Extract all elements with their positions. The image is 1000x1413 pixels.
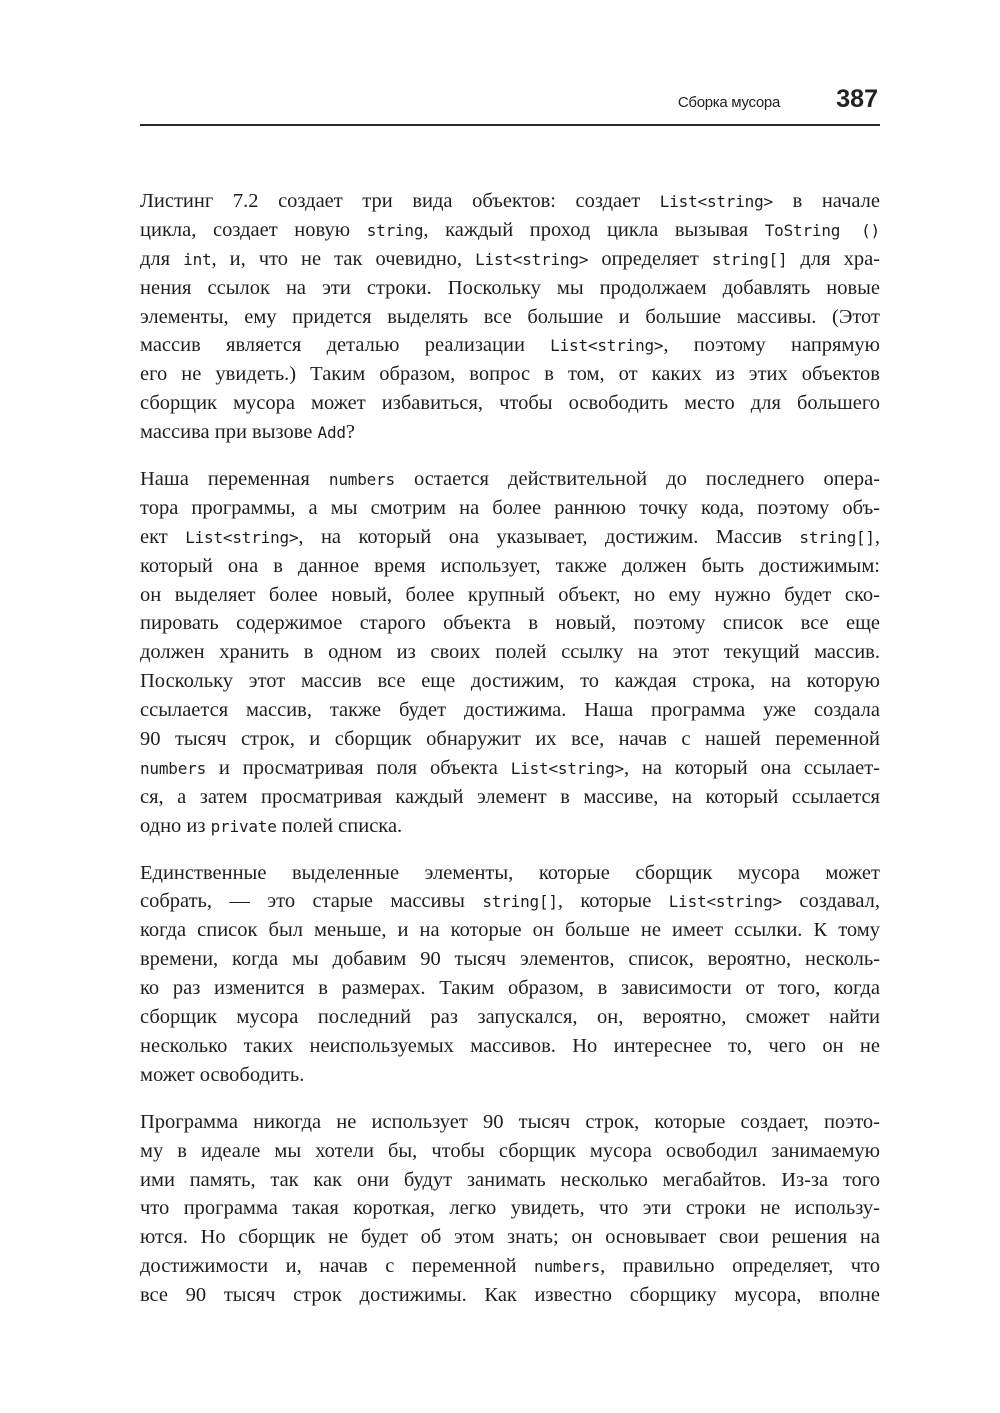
body-text	[140, 187, 880, 1328]
text-line	[140, 859, 880, 888]
paragraph	[140, 859, 880, 1090]
text-run: ими память, так как они будут занимать несколько мегабайтов. Из-за того	[140, 1168, 880, 1191]
text-run: собрать, — это старые массивы	[140, 890, 483, 913]
paragraph	[140, 1108, 880, 1310]
text-line	[140, 1003, 880, 1032]
text-line	[140, 1061, 880, 1090]
running-title: Сборка мусора	[677, 94, 780, 111]
inline-code: string	[366, 220, 424, 240]
inline-code: numbers	[534, 1257, 601, 1277]
text-line	[140, 945, 880, 974]
text-run: ект	[140, 525, 186, 548]
text-line	[140, 552, 880, 581]
text-line	[140, 187, 880, 216]
text-run: он выделяет более новый, более крупный объект, но ему нужно будет ско-	[140, 583, 880, 606]
text-line	[140, 609, 880, 638]
text-line	[140, 216, 880, 245]
text-line	[140, 465, 880, 494]
text-run: нения ссылок на эти строки. Поскольку мы продолжаем добавлять новые	[140, 276, 880, 299]
text-run: Листинг 7.2 создает три вида объектов: создает	[140, 190, 660, 212]
text-line	[140, 1137, 880, 1166]
text-run: Поскольку этот массив все еще достижим, то каждая строка, на которую	[140, 670, 880, 693]
text-run: который она в данное время использует, также должен быть достижимым:	[140, 554, 880, 577]
text-run: , правильно определяет, что	[600, 1255, 880, 1278]
text-line	[140, 1108, 880, 1137]
page-number: 387	[836, 85, 878, 113]
text-run: его не увидеть.) Таким образом, вопрос в том, от каких из этих объектов	[140, 363, 880, 386]
text-run: должен хранить в одном из своих полей ссылку на этот текущий массив.	[140, 641, 880, 664]
text-run: ссылается массив, также будет достижима. Наша программа уже создала	[140, 699, 880, 722]
text-run: , и, что не так очевидно,	[211, 247, 476, 270]
inline-code: ToString ()	[764, 220, 880, 240]
text-line	[140, 418, 880, 447]
text-run: ся, а затем просматривая каждый элемент в массиве, на который ссылается	[140, 785, 880, 808]
text-run: ,	[874, 525, 880, 548]
text-run: сборщик мусора может избавиться, чтобы освободить место для большего	[140, 392, 880, 415]
inline-code: Add	[317, 423, 346, 443]
text-run: , поэтому напрямую	[663, 334, 881, 357]
text-run: , которые	[557, 890, 669, 913]
text-line	[140, 331, 880, 360]
text-run: определяет	[588, 247, 712, 270]
text-run: времени, когда мы добавим 90 тысяч элементов, список, вероятно, несколь-	[140, 948, 880, 971]
inline-code: List<string>	[659, 192, 773, 211]
text-run: для хра-	[787, 247, 880, 270]
text-run: ются. Но сборщик не будет об этом знать; он основывает свои решения на	[140, 1226, 880, 1249]
text-line	[140, 494, 880, 523]
text-line	[140, 581, 880, 610]
text-run: что программа такая короткая, легко увидеть, что эти строки не использу-	[140, 1197, 880, 1220]
text-line	[140, 696, 880, 725]
text-run: пировать содержимое старого объекта в новый, поэтому список все еще	[140, 612, 880, 635]
inline-code: List<string>	[550, 336, 664, 356]
inline-code: List<string>	[668, 892, 782, 912]
inline-code: string[]	[482, 892, 558, 912]
text-run: для	[140, 247, 184, 270]
text-run: элементы, ему придется выделять все большие и большие массивы. (Этот	[140, 305, 880, 328]
text-line	[140, 274, 880, 303]
text-run: сборщик мусора последний раз запускался, он, вероятно, сможет найти	[140, 1006, 880, 1029]
text-line	[140, 1223, 880, 1252]
text-run: несколько таких неиспользуемых массивов. Но интереснее то, чего он не	[140, 1034, 880, 1057]
text-run: может освободить.	[140, 1063, 305, 1086]
text-run: , на который она указывает, достижим. Массив	[298, 525, 800, 548]
text-line	[140, 1281, 880, 1310]
text-run: му в идеале мы хотели бы, чтобы сборщик мусора освободил занимаемую	[140, 1139, 880, 1162]
inline-code: string[]	[711, 249, 788, 269]
text-line	[140, 667, 880, 696]
inline-code: List<string>	[185, 527, 299, 547]
text-line	[140, 303, 880, 332]
text-line	[140, 1032, 880, 1061]
text-line	[140, 523, 880, 552]
text-run: цикла, создает новую	[140, 218, 367, 241]
paragraph	[140, 465, 880, 841]
text-line	[140, 638, 880, 667]
inline-code: numbers	[328, 470, 395, 490]
text-run: массив является деталью реализации	[140, 334, 551, 357]
text-run: , на который она ссылает-	[623, 756, 881, 779]
text-line	[140, 916, 880, 945]
text-run: когда список был меньше, и на которые он больше не имеет ссылки. К тому	[140, 919, 880, 942]
text-run: и просматривая поля объекта	[206, 756, 511, 779]
text-line	[140, 783, 880, 812]
text-run: одно из	[140, 814, 211, 837]
text-run: Наша переменная	[140, 468, 329, 491]
text-line	[140, 245, 880, 274]
text-run: остается действительной до последнего опера-	[394, 468, 880, 491]
text-line	[140, 754, 880, 783]
text-line	[140, 389, 880, 418]
inline-code: numbers	[140, 758, 207, 778]
text-line	[140, 1252, 880, 1281]
text-line	[140, 812, 880, 841]
text-line	[140, 725, 880, 754]
text-run: Программа никогда не использует 90 тысяч строк, которые создает, поэто-	[140, 1110, 880, 1133]
text-run: полей списка.	[276, 814, 403, 837]
text-run: создавал,	[781, 890, 880, 913]
page-header	[140, 84, 880, 126]
text-line	[140, 974, 880, 1003]
text-run: ко раз изменится в размерах. Таким образом, в зависимости от того, когда	[140, 977, 880, 1000]
text-run: достижимости и, начав с переменной	[140, 1255, 535, 1278]
text-run: в начале	[772, 190, 880, 212]
text-line	[140, 887, 880, 916]
text-run: все 90 тысяч строк достижимы. Как известно сборщику мусора, вполне	[140, 1284, 880, 1307]
text-run: Единственные выделенные элементы, которые сборщик мусора может	[140, 861, 880, 884]
inline-code: private	[210, 816, 277, 836]
paragraph	[140, 187, 880, 447]
inline-code: List<string>	[510, 758, 624, 778]
text-run: 90 тысяч строк, и сборщик обнаружит их все, начав с нашей переменной	[140, 728, 880, 751]
text-line	[140, 1166, 880, 1195]
text-run: , каждый проход цикла вызывая	[423, 218, 765, 241]
text-line	[140, 360, 880, 389]
text-line	[140, 1194, 880, 1223]
text-run: тора программы, а мы смотрим на более раннюю точку кода, поэтому объ-	[140, 496, 880, 519]
inline-code: int	[183, 249, 212, 269]
text-run: массива при вызове	[140, 421, 318, 444]
inline-code: string[]	[799, 527, 875, 547]
text-run: ?	[345, 421, 355, 444]
inline-code: List<string>	[475, 249, 589, 269]
